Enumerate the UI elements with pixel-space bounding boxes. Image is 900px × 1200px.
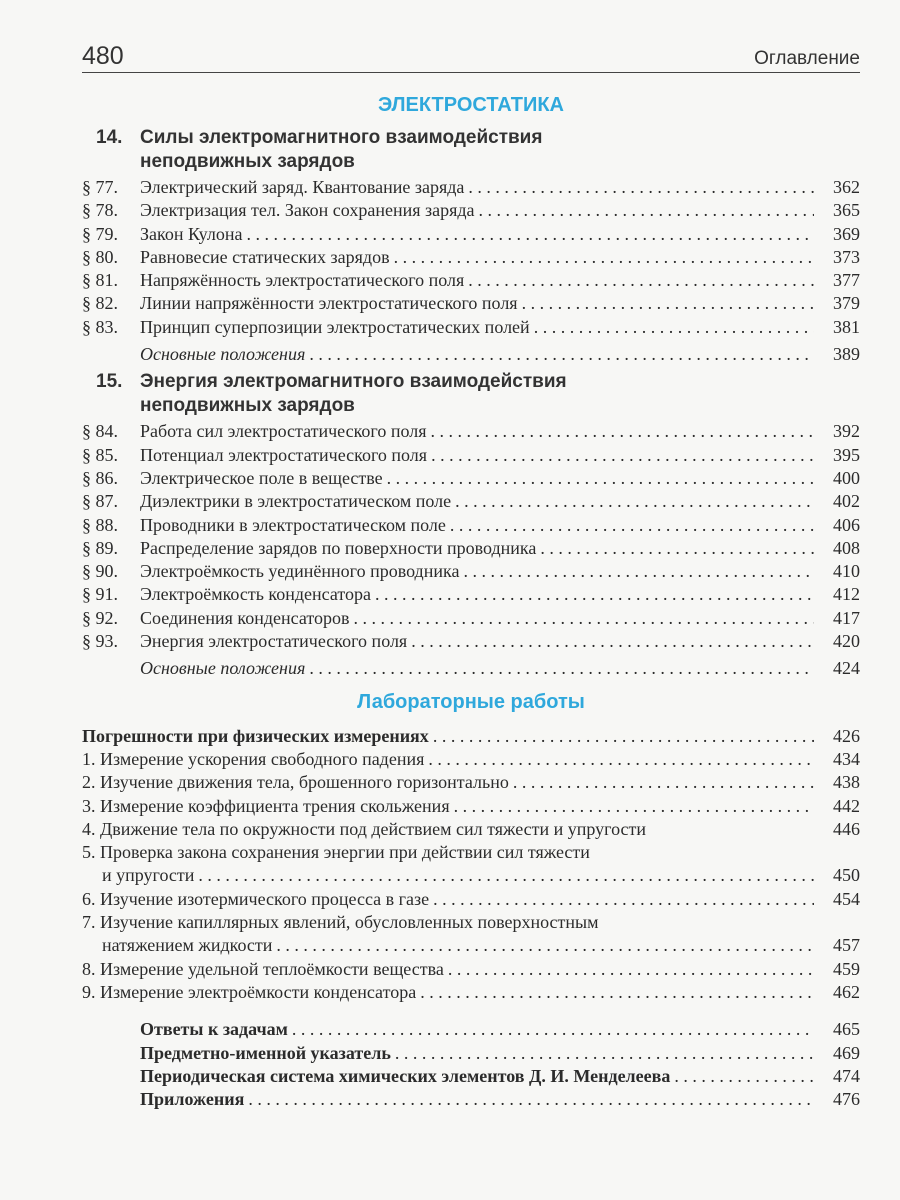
entry-title: Закон Кулона — [140, 223, 243, 244]
dot-leader — [464, 176, 814, 199]
section-title-electrostatics: ЭЛЕКТРОСТАТИКА — [378, 94, 564, 116]
entry-page: 442 — [833, 795, 860, 816]
dot-leader — [272, 934, 814, 957]
entry-title: 8. Измерение удельной теплоёмкости вещества — [82, 958, 444, 979]
toc-entry[interactable] — [82, 246, 860, 269]
chapter-title-line: неподвижных зарядов — [140, 151, 355, 172]
chapter-title-line: Силы электромагнитного взаимодействия — [140, 127, 543, 148]
entry-title: Равновесие статических зарядов — [140, 246, 390, 267]
chapter-number: 14. — [96, 127, 123, 148]
entry-title: Электроёмкость уединённого проводника — [140, 561, 460, 582]
toc-entry[interactable] — [82, 864, 860, 887]
entry-number: § 90. — [82, 561, 118, 582]
entry-number: § 80. — [82, 246, 118, 267]
entry-title: Работа сил электростатического поля — [140, 421, 427, 442]
entry-page: 365 — [833, 200, 860, 221]
dot-leader — [288, 1018, 814, 1041]
entry-page: 446 — [833, 818, 860, 839]
dot-leader — [244, 1088, 814, 1111]
chapter-title — [140, 126, 860, 174]
toc-entry[interactable] — [82, 934, 860, 957]
toc-entry[interactable] — [82, 1018, 860, 1041]
entry-number: § 77. — [82, 177, 118, 197]
entry-number: § 89. — [82, 537, 118, 558]
entry-number: § 92. — [82, 607, 118, 628]
entry-title: Соединения конденсаторов — [140, 607, 350, 628]
dot-leader — [518, 292, 814, 315]
entry-title: 2. Изучение движения тела, брошенного горизонтально — [82, 772, 509, 793]
entry-page: 454 — [833, 888, 860, 909]
entry-page: 379 — [833, 293, 860, 314]
entry-page: 469 — [833, 1042, 860, 1063]
entry-page: 377 — [833, 270, 860, 291]
entry-title: 3. Измерение коэффициента трения скольжения — [82, 795, 450, 816]
dot-leader — [194, 864, 814, 887]
entry-page: 373 — [833, 246, 860, 267]
toc-entry-summary[interactable] — [82, 657, 860, 680]
entry-page: 369 — [833, 223, 860, 244]
entry-number: § 91. — [82, 584, 118, 605]
dot-leader — [464, 269, 814, 292]
dot-leader — [383, 467, 814, 490]
toc-entry[interactable] — [82, 981, 860, 1004]
toc-entry[interactable] — [82, 958, 860, 981]
entry-title: 6. Изучение изотермического процесса в газе — [82, 888, 430, 909]
toc-entry[interactable] — [82, 560, 860, 583]
dot-leader — [407, 630, 814, 653]
toc-entry[interactable] — [82, 771, 860, 794]
entry-page: 450 — [833, 865, 860, 886]
toc-entry[interactable] — [82, 223, 860, 246]
entry-number: § 93. — [82, 631, 118, 652]
dot-leader — [459, 560, 814, 583]
toc-entry[interactable] — [82, 888, 860, 911]
entry-page: 457 — [833, 935, 860, 956]
dot-leader — [305, 343, 814, 366]
dot-leader — [427, 420, 814, 443]
entry-page: 465 — [833, 1019, 860, 1040]
dot-leader — [429, 888, 814, 911]
end-matter-list — [82, 1018, 860, 1111]
toc-entry[interactable] — [82, 292, 860, 315]
entry-number: § 86. — [82, 467, 118, 488]
entry-number: § 79. — [82, 223, 118, 244]
toc-entry[interactable] — [82, 176, 860, 199]
dot-leader — [305, 657, 814, 680]
entry-number: § 83. — [82, 316, 118, 337]
dot-leader — [427, 444, 814, 467]
dot-leader — [475, 199, 814, 222]
dot-leader — [509, 771, 814, 794]
toc-entry[interactable] — [82, 420, 860, 443]
entry-number: § 81. — [82, 270, 118, 291]
entry-page: 395 — [833, 444, 860, 465]
dot-leader — [391, 1042, 814, 1065]
entry-title: Приложения — [140, 1089, 245, 1110]
chapter-title — [140, 370, 860, 418]
dot-leader — [429, 725, 814, 748]
dot-leader — [444, 958, 814, 981]
entry-title: Основные положения — [140, 658, 306, 679]
entry-page: 426 — [833, 725, 860, 746]
dot-leader — [670, 1065, 814, 1088]
entry-page: 424 — [833, 658, 860, 679]
entry-page: 434 — [833, 748, 860, 769]
entry-title: Электрический заряд. Квантование заряда — [140, 177, 465, 197]
entry-title: Электрическое поле в веществе — [140, 467, 383, 488]
chapter-title-line: неподвижных зарядов — [140, 395, 355, 417]
entry-title: Предметно-именной указатель — [140, 1042, 391, 1063]
toc-entry-line[interactable] — [82, 841, 860, 864]
page-number: 480 — [82, 42, 124, 70]
section-title-labs: Лабораторные работы — [357, 690, 585, 713]
entry-title: 1. Измерение ускорения свободного падения — [82, 748, 425, 769]
toc-entry[interactable] — [82, 269, 860, 292]
entry-page: 402 — [833, 491, 860, 512]
entry-title-continued: и упругости — [102, 865, 195, 886]
entry-title: Распределение зарядов по поверхности проводника — [140, 537, 537, 558]
entry-title: Энергия электростатического поля — [140, 631, 408, 652]
dot-leader — [446, 514, 814, 537]
entry-page: 406 — [833, 514, 860, 535]
toc-entry[interactable] — [82, 748, 860, 771]
toc-entry[interactable] — [82, 607, 860, 630]
entry-title: Электроёмкость конденсатора — [140, 584, 372, 605]
dot-leader — [530, 316, 814, 339]
toc-entry[interactable] — [82, 316, 860, 339]
entry-page: 462 — [833, 981, 860, 1002]
dot-leader — [371, 583, 814, 606]
dot-leader — [242, 223, 814, 246]
chapter-title-line: Энергия электромагнитного взаимодействия — [140, 371, 567, 393]
entry-title: Напряжённость электростатического поля — [140, 270, 465, 291]
entry-title: Принцип суперпозиции электростатических полей — [140, 316, 530, 337]
running-title: Оглавление — [754, 48, 860, 69]
entry-page: 400 — [833, 467, 860, 488]
entry-page: 362 — [833, 177, 860, 197]
dot-leader — [451, 490, 814, 513]
entry-page: 417 — [833, 607, 860, 628]
entry-page: 389 — [833, 344, 860, 365]
dot-leader — [424, 748, 814, 771]
toc-entry[interactable] — [82, 514, 860, 537]
toc-entry-line[interactable] — [82, 911, 860, 934]
entry-number: § 84. — [82, 421, 118, 442]
entry-title: Электризация тел. Закон сохранения заряда — [140, 200, 475, 221]
toc-entry[interactable] — [82, 444, 860, 467]
entry-title: Основные положения — [140, 344, 306, 365]
table-of-contents — [82, 88, 860, 1111]
entry-number: § 87. — [82, 491, 118, 512]
entry-title-continued: натяжением жидкости — [102, 935, 273, 956]
dot-leader — [450, 795, 814, 818]
toc-entry[interactable] — [82, 795, 860, 818]
chapter-heading — [82, 126, 860, 174]
entry-title: 7. Изучение капиллярных явлений, обусловленных поверхностным — [82, 912, 599, 933]
entry-page: 474 — [833, 1065, 860, 1086]
lab-list — [82, 725, 860, 1005]
dot-leader — [416, 981, 814, 1004]
toc-entry[interactable] — [82, 199, 860, 222]
toc-entry[interactable] — [82, 630, 860, 653]
toc-entry[interactable] — [82, 467, 860, 490]
entry-number: § 88. — [82, 514, 118, 535]
entry-title: Погрешности при физических измерениях — [82, 725, 429, 746]
chapter-heading — [82, 370, 860, 418]
toc-entry[interactable] — [82, 818, 860, 841]
toc-entry[interactable] — [82, 725, 860, 748]
entry-title: Периодическая система химических элементов Д. И. Менделеева — [140, 1065, 671, 1086]
toc-entry-summary[interactable] — [82, 343, 860, 366]
entry-number: § 82. — [82, 293, 118, 314]
entry-page: 420 — [833, 631, 860, 652]
page-header — [82, 42, 860, 73]
entry-title: 9. Измерение электроёмкости конденсатора — [82, 981, 417, 1002]
toc-entry[interactable] — [82, 537, 860, 560]
entry-page: 408 — [833, 537, 860, 558]
entry-page: 459 — [833, 958, 860, 979]
dot-leader — [536, 537, 814, 560]
toc-entry[interactable] — [82, 1088, 860, 1111]
entry-page: 381 — [833, 316, 860, 337]
entry-page: 476 — [833, 1089, 860, 1110]
entry-page: 410 — [833, 561, 860, 582]
toc-entry[interactable] — [82, 1042, 860, 1065]
entry-title: Линии напряжённости электростатического поля — [140, 293, 518, 314]
entry-title: Диэлектрики в электростатическом поле — [140, 491, 452, 512]
entry-title: Проводники в электростатическом поле — [140, 514, 446, 535]
entry-title: Ответы к задачам — [140, 1019, 288, 1040]
dot-leader — [390, 246, 814, 269]
toc-entry[interactable] — [82, 1065, 860, 1088]
entry-title: 4. Движение тела по окружности под действием сил тяжести и упругости — [82, 818, 647, 839]
chapter-number: 15. — [96, 371, 123, 393]
entry-title: 5. Проверка закона сохранения энергии при действии сил тяжести — [82, 842, 590, 863]
entry-page: 392 — [833, 421, 860, 442]
entry-number: § 78. — [82, 200, 118, 221]
toc-entry[interactable] — [82, 490, 860, 513]
entry-number: § 85. — [82, 444, 118, 465]
entry-page: 412 — [833, 584, 860, 605]
toc-entry[interactable] — [82, 583, 860, 606]
entry-page: 438 — [833, 772, 860, 793]
entry-title: Потенциал электростатического поля — [140, 444, 428, 465]
dot-leader — [350, 607, 814, 630]
